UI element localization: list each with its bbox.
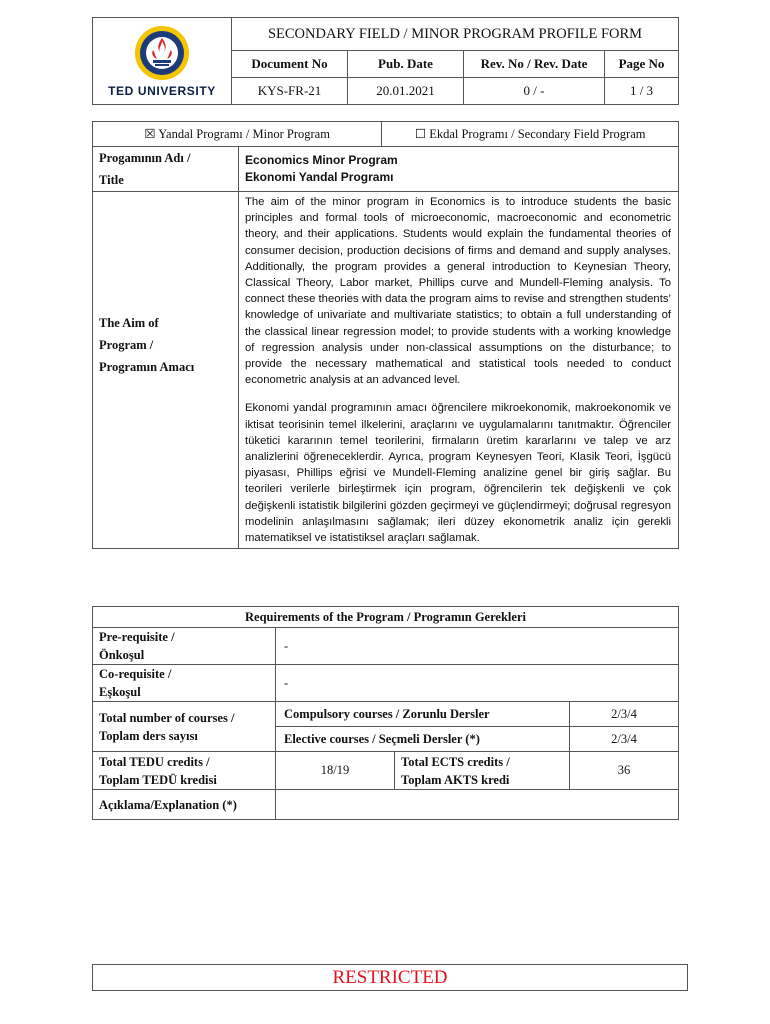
col-rev: Rev. No / Rev. Date [464,51,605,78]
requirements-heading: Requirements of the Program / Programın Gerekleri [93,607,679,628]
restricted-footer: RESTRICTED [92,964,688,991]
compulsory-label: Compulsory courses / Zorunlu Dersler [276,702,570,727]
value-pub-date: 20.01.2021 [348,78,464,105]
prereq-label-line1: Pre-requisite / [99,630,175,644]
title-value-en: Economics Minor Program [245,153,398,167]
coreq-label [93,665,276,702]
program-table [92,121,679,549]
explanation-label: Açıklama/Explanation (*) [93,790,276,820]
aim-text [239,192,679,549]
total-courses-label-line1: Total number of courses / [99,710,235,725]
col-pub-date: Pub. Date [348,51,464,78]
elective-label: Elective courses / Seçmeli Dersler (*) [276,727,570,752]
aim-label-line2: Program / [99,338,154,352]
title-value [239,147,679,192]
form-title: SECONDARY FIELD / MINOR PROGRAM PROFILE FORM [232,18,679,51]
prereq-label [93,628,276,665]
col-page-no: Page No [605,51,679,78]
university-logo-icon [131,24,193,82]
aim-label [93,192,239,549]
value-document-no: KYS-FR-21 [232,78,348,105]
ects-label-line2: Toplam AKTS kredi [401,772,510,787]
explanation-value [276,790,679,820]
document-header [92,17,679,105]
secondary-field-checkbox[interactable]: ☐ Ekdal Programı / Secondary Field Program [382,122,679,147]
coreq-value: - [276,665,679,702]
coreq-label-line1: Co-requisite / [99,667,172,681]
tedu-credits-label-line2: Toplam TEDÜ kredisi [99,772,217,787]
title-label-line2: Title [99,173,124,187]
aim-label-line3: Programın Amacı [99,360,195,374]
compulsory-value: 2/3/4 [570,702,679,727]
value-rev: 0 / - [464,78,605,105]
aim-label-line1: The Aim of [99,316,159,330]
ects-value: 36 [570,752,679,790]
tedu-credits-value: 18/19 [276,752,395,790]
aim-text-tr: Ekonomi yandal programının amacı öğrencilere mikroekonomik, makroekonomik ve iktisat teorisinin temel ilkelerini, araçlarını ve uygulamalarını tanıtmaktır. Öğrenciler tüketici kararının temel teorilerini, firmaların üretim kararlarını ve talep ve arz analizlerini öğreneceklerdir. Ayrıca, program Keynesyen Teori, Klasik Teori, İşgücü piyasası, Phillips eğrisi ve Mundell-Fleming analizine genel bir giriş sağlar. Bu teorileri verilerle birleştirmek için program, öğrencilerin tek değişkenli ve çok değişkenli istatistik bilgilerini gözden geçirmeyi ve güçlendirmeyi; doğrusal regresyon modelinin anlaşılmasını sağlamak; ileri düzey ekonometrik analiz için gerekli matematiksel ve istatistiksel araçları sağlamak. [245,402,671,545]
title-label-line1: Progamının Adı / [99,151,191,165]
value-page-no: 1 / 3 [605,78,679,105]
coreq-label-line2: Eşkoşul [99,685,141,699]
tedu-credits-label [93,752,276,790]
col-document-no: Document No [232,51,348,78]
aim-text-en: The aim of the minor program in Economics is to introduce students the basic principles and formal tools of microeconomic, macroeconomic and econometric theory, and their applications. Students would explain the fundamental theories of consumer decision, production decisions of firms and demand and supply analyses. Additionally, the program provides a general introduction to Keynesian Theory, Classical Theory, Labor market, Phillips curve and Mundell-Fleming analysis. To connect these theories with data the program aims to revise and strengthen students’ knowledge of univariate and multivariate statistics; to obtain a full understanding of the classical linear regression model; to provide students with a working knowledge of regression analysis under non-classical assumptions on the disturbance; to provide the necessary mathematical and statistical tools needed to conduct econometric analysis at an advanced level. [245,196,671,387]
total-courses-label-line2: Toplam ders sayısı [99,728,198,743]
logo-cell [93,18,232,105]
title-value-tr: Ekonomi Yandal Programı [245,170,394,184]
elective-value: 2/3/4 [570,727,679,752]
university-name: TED UNIVERSITY [108,84,216,98]
ects-label-line1: Total ECTS credits / [401,754,510,769]
title-label [93,147,239,192]
total-courses-label [93,702,276,752]
prereq-label-line2: Önkoşul [99,648,145,662]
tedu-credits-label-line1: Total TEDU credits / [99,754,210,769]
requirements-table [92,606,679,820]
minor-program-checkbox[interactable]: ☒ Yandal Programı / Minor Program [93,122,382,147]
ects-label [395,752,570,790]
prereq-value: - [276,628,679,665]
